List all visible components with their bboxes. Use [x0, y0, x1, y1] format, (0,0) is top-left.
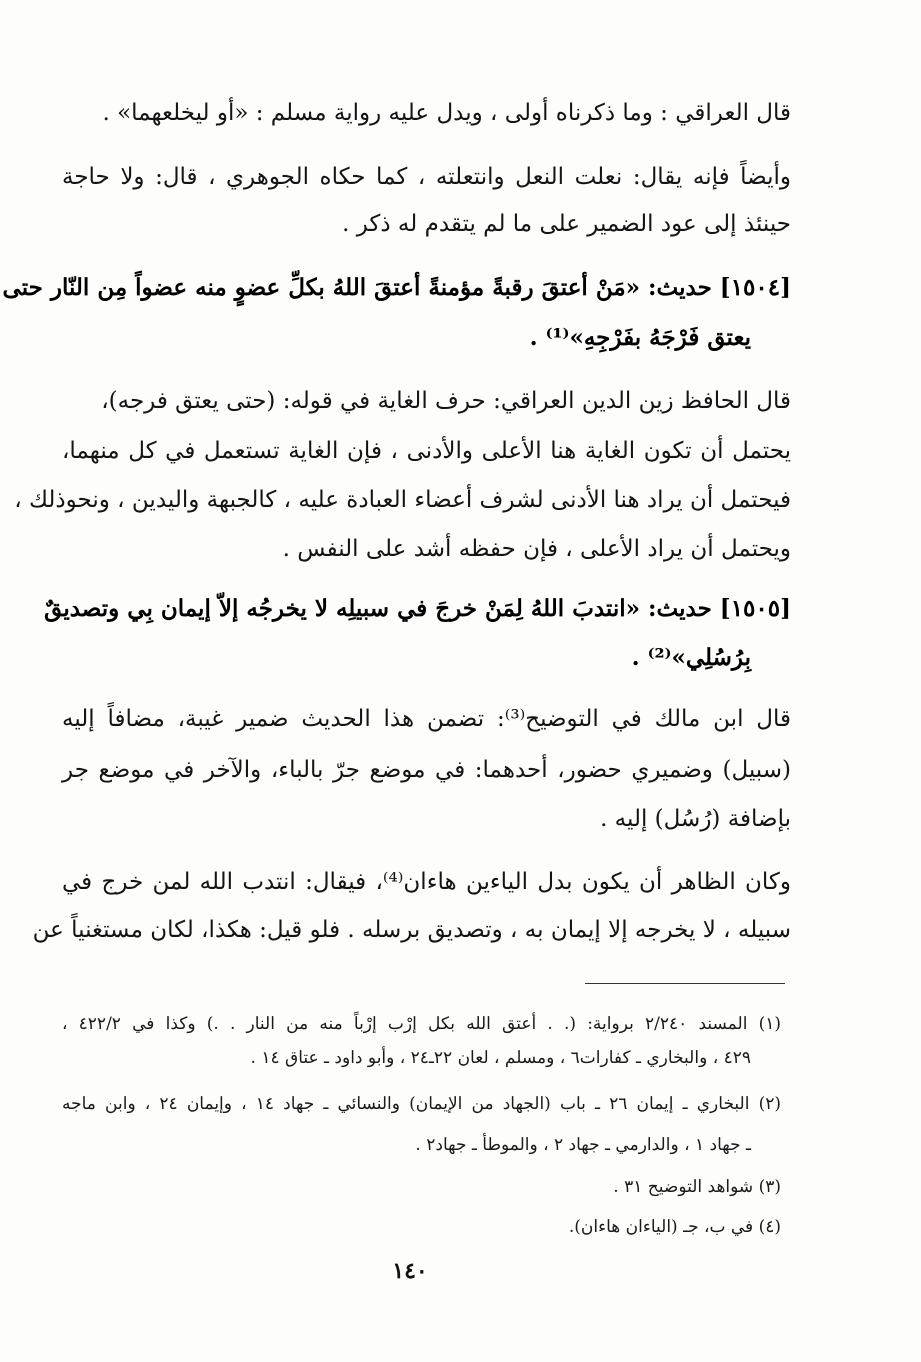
body-line: قال ابن مالك في التوضيح⁽³⁾: تضمن هذا الحديث ضمير غيبة، مضافاً إليه: [62, 706, 792, 732]
body-line: وكان الظاهر أن يكون بدل الياءين هاءان⁽⁴⁾، فيقال: انتدب الله لمن خرج في: [62, 869, 791, 895]
body-line: قال العراقي : وما ذكرناه أولى ، ويدل عليه رواية مسلم : «أو ليخلعهما» .: [102, 100, 791, 126]
hadith-1505-line: بِرُسُلِي»⁽²⁾ .: [631, 644, 751, 671]
footnote-4: (٤) في ب، جـ (الياءان هاءان).: [568, 1217, 781, 1237]
footnote-2: (٢) البخاري ـ إيمان ٢٦ ـ باب (الجهاد من الإيمان) والنسائي ـ جهاد ١٤ ، وإيمان ٢٤ ، وابن ماجه: [62, 1094, 781, 1114]
hadith-1505-line: [١٥٠٥] حديث: «انتدبَ اللهُ لِمَنْ خرجَ في سبيلِه لا يخرجُه إلاّ إيمان بِي وتصديقٌ: [44, 595, 791, 622]
footnote-3: (٣) شواهد التوضيح ٣١ .: [613, 1177, 781, 1197]
body-line: حينئذ إلى عود الضمير على ما لم يتقدم له ذكر .: [342, 211, 791, 237]
footnote-separator: [585, 983, 785, 984]
page-number: ١٤٠: [392, 1258, 428, 1284]
body-line: سبيله ، لا يخرجه إلا إيمان به ، وتصديق برسله . فلو قيل: هكذا، لكان مستغنياً عن: [32, 917, 791, 943]
body-line: وأيضاً فإنه يقال: نعلت النعل وانتعلته ، كما حكاه الجوهري ، قال: ولا حاجة: [62, 164, 791, 190]
hadith-1504-line: [١٥٠٤] حديث: «مَنْ أعتقَ رقبةً مؤمنةً أعتقَ اللهُ بكلِّ عضوٍ منه عضواً مِن النّار حتى: [2, 274, 791, 301]
body-line: يحتمل أن تكون الغاية هنا الأعلى والأدنى ، فإن الغاية تستعمل في كل منهما،: [62, 438, 791, 464]
footnote-2-continued: ـ جهاد ١ ، والدارمي ـ جهاد ٢ ، والموطأ ـ جهاد٢ .: [415, 1135, 751, 1155]
body-line: فيحتمل أن يراد هنا الأدنى لشرف أعضاء العبادة عليه ، كالجبهة واليدين ، ونحوذلك ،: [14, 487, 791, 513]
body-line: بإضافة (رُسُل) إليه .: [600, 806, 791, 832]
body-line: (سبيل) وضميري حضور، أحدهما: في موضع جرّ بالباء، والآخر في موضع جر: [62, 757, 791, 783]
hadith-1504-line: يعتق فَرْجَهُ بفَرْجِهِ»⁽¹⁾ .: [529, 324, 751, 351]
footnote-1-continued: ٤٢٩ ، والبخاري ـ كفارات٦ ، ومسلم ، لعان ٢٢ـ٢٤ ، وأبو داود ـ عتاق ١٤ .: [250, 1048, 751, 1068]
body-line: ويحتمل أن يراد الأعلى ، فإن حفظه أشد على النفس .: [282, 536, 791, 562]
body-line: قال الحافظ زين الدين العراقي: حرف الغاية في قوله: (حتى يعتق فرجه)،: [101, 388, 791, 414]
footnote-1: (١) المسند ٢/٢٤٠ برواية: (. . أعتق الله بكل إرْب إرْباً منه من النار . .) وكذا في ٤٢٢/٢ ،: [62, 1014, 782, 1034]
